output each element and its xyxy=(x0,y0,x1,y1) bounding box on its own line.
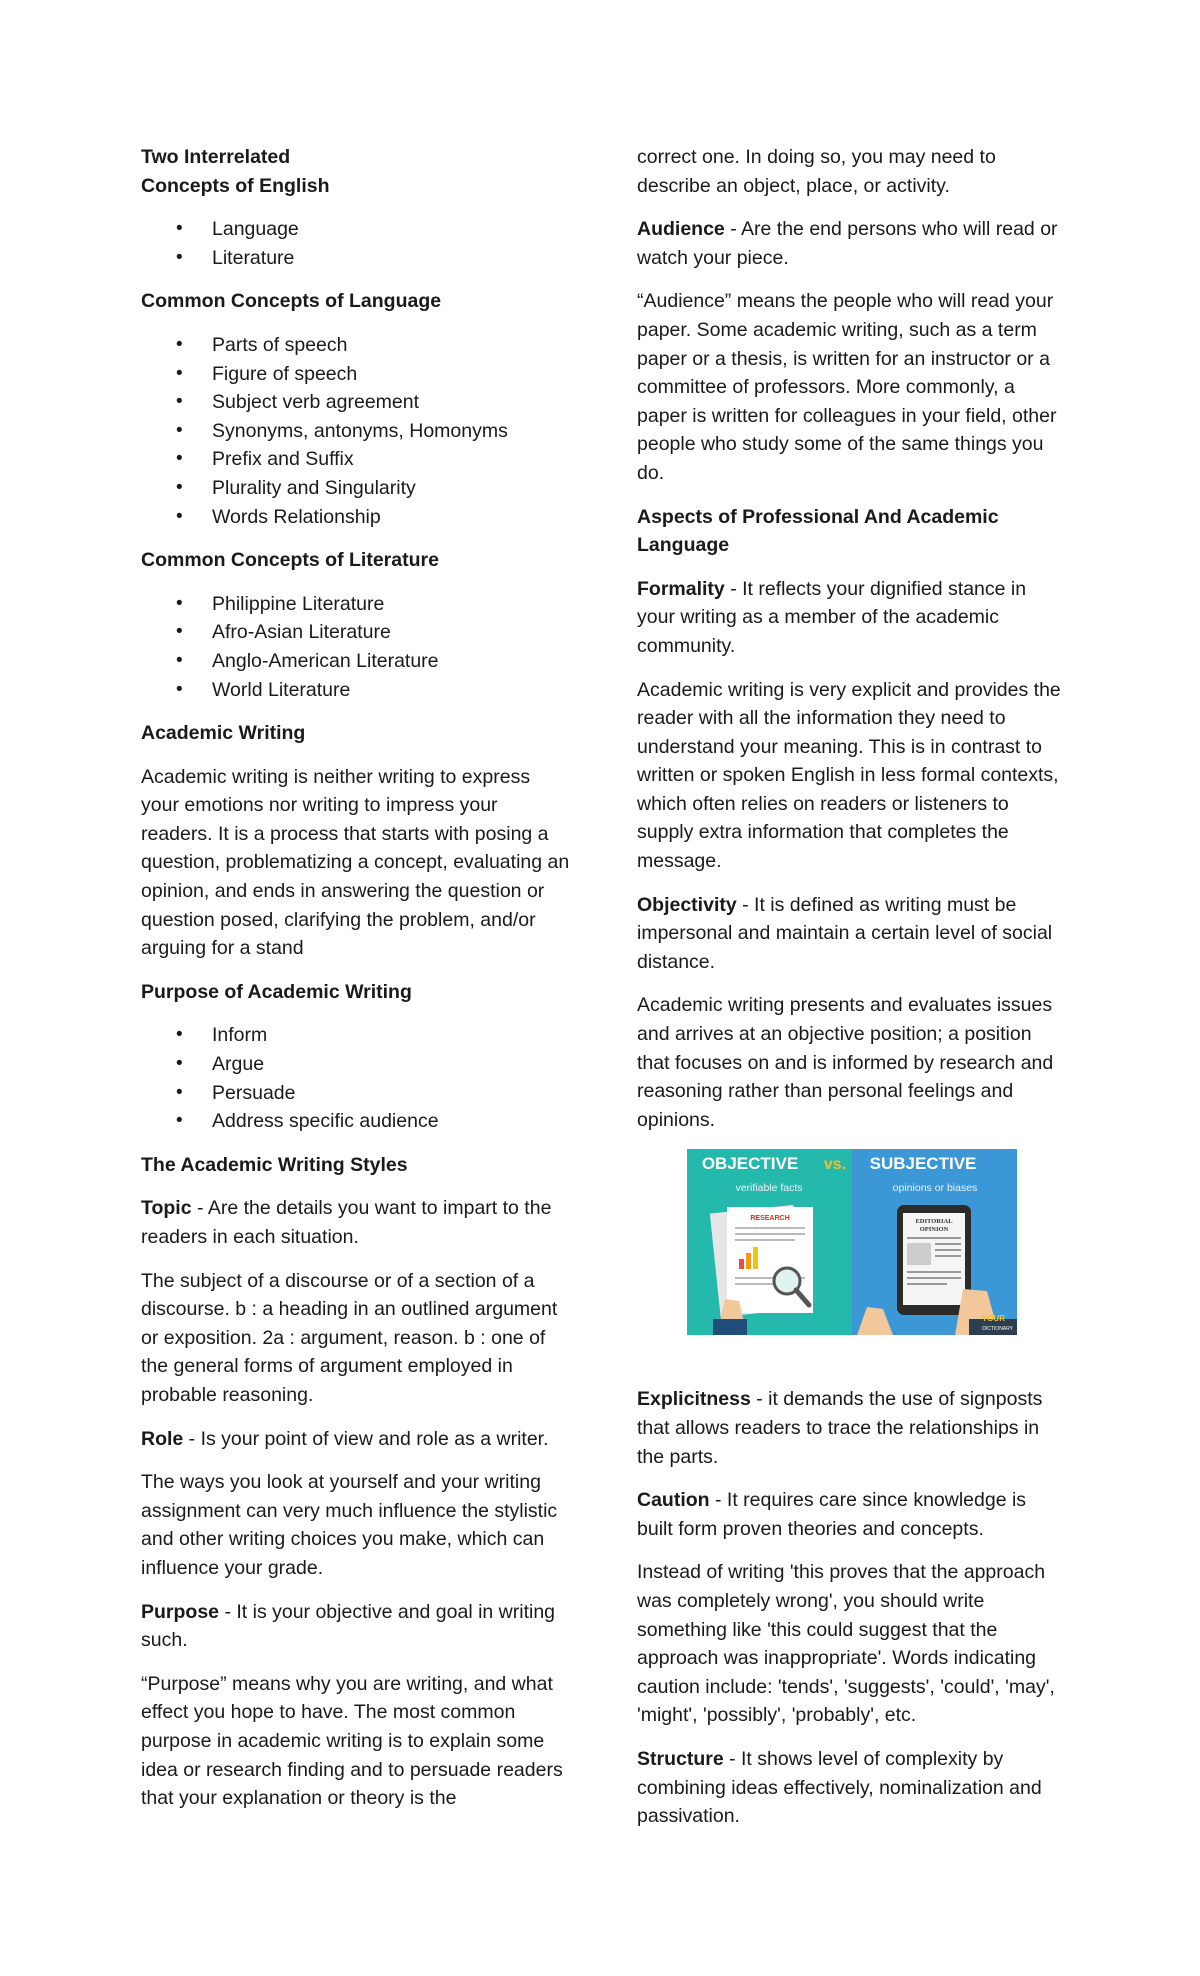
caution-definition xyxy=(637,1486,1067,1543)
language-heading: Common Concepts of Language xyxy=(141,290,442,313)
figure-subtitle-left: verifiable facts xyxy=(735,1182,803,1195)
text-line xyxy=(907,1283,947,1285)
structure-term: Structure xyxy=(637,1747,724,1770)
audience-paragraph: “Audience” means the people who will read your paper. Some academic writing, such as a term paper or a thesis, is written for an instructor or a committee of professors. More commonly, a paper is written for colleagues in your field, other people who study some of the same things you do. xyxy=(637,290,1057,484)
purpose-definition xyxy=(141,1598,571,1655)
objectivity-definition xyxy=(637,891,1067,977)
list-item: • Words Relationship xyxy=(141,503,571,532)
tablet-label-editorial: EDITORIAL xyxy=(915,1218,953,1226)
objectivity-paragraph: Academic writing presents and evaluates issues and arrives at an objective position; a position that focuses on and is informed by research and reasoning rather than personal feelings and opinions. xyxy=(637,994,1054,1131)
list-item: • Address specific audience xyxy=(141,1107,571,1136)
formality-paragraph: Academic writing is very explicit and provides the reader with all the information they need to understand your meaning. This is in contrast to written or spoken English in less formal contexts, which often relies on readers or listeners to supply extra information that completes the message. xyxy=(637,678,1061,873)
chart-bar xyxy=(739,1259,744,1269)
list-item: • Philippine Literature xyxy=(141,590,571,619)
explicitness-def-text: - it demands the use of signposts that allows readers to trace the relationships in the parts. xyxy=(637,1388,1043,1468)
academic-writing-heading: Academic Writing xyxy=(141,722,306,745)
document-label: RESEARCH xyxy=(750,1215,790,1223)
text-line xyxy=(735,1233,805,1235)
audience-def-text: - Are the end persons who will read or watch your piece. xyxy=(637,218,1058,269)
title-line-2: Concepts of English xyxy=(141,174,330,197)
text-line xyxy=(907,1271,961,1273)
explicitness-term: Explicitness xyxy=(637,1388,751,1411)
left-sleeve xyxy=(713,1319,747,1335)
corner-logo-text: YOUR xyxy=(981,1314,1005,1324)
english-concepts-list xyxy=(141,215,571,272)
section-title xyxy=(141,143,571,200)
styles-heading: The Academic Writing Styles xyxy=(141,1153,408,1176)
role-def-text: - Is your point of view and role as a writer. xyxy=(183,1427,549,1450)
text-line xyxy=(907,1277,961,1279)
caution-paragraph: Instead of writing 'this proves that the approach was completely wrong', you should write something like 'this could suggest that the approach was inappropriate'. Words indicating caution include: 'tends', 'suggests', 'could', 'may', 'might', 'possibly', 'probably', etc. xyxy=(637,1561,1055,1727)
purpose-paragraph-continued: correct one. In doing so, you may need to describe an object, place, or activity. xyxy=(637,146,996,197)
purpose-term: Purpose xyxy=(141,1600,220,1623)
list-item: • Parts of speech xyxy=(141,331,571,360)
purpose-heading: Purpose of Academic Writing xyxy=(141,980,412,1003)
list-item: • Afro-Asian Literature xyxy=(141,618,571,647)
topic-definition xyxy=(141,1194,571,1251)
audience-definition xyxy=(637,215,1067,272)
left-column xyxy=(141,143,571,1828)
right-column xyxy=(637,143,1067,1846)
list-item: • Prefix and Suffix xyxy=(141,445,571,474)
figure-title-objective: OBJECTIVE xyxy=(701,1154,799,1174)
aspects-heading: Aspects of Professional And Academic Language xyxy=(637,505,999,557)
purpose-list xyxy=(141,1021,571,1135)
figure-title-vs: vs. xyxy=(823,1156,847,1174)
photo-block xyxy=(907,1243,931,1265)
chart-bar xyxy=(753,1247,758,1269)
list-item: • Language xyxy=(141,215,571,244)
list-item: • Figure of speech xyxy=(141,360,571,389)
title-line-1: Two Interrelated xyxy=(141,146,291,168)
objectivity-term: Objectivity xyxy=(637,893,737,916)
text-line xyxy=(735,1239,795,1241)
list-item: • Synonyms, antonyms, Homonyms xyxy=(141,417,571,446)
audience-term: Audience xyxy=(637,218,725,241)
text-line xyxy=(907,1237,961,1239)
list-item: • Plurality and Singularity xyxy=(141,474,571,503)
caution-term: Caution xyxy=(637,1489,710,1512)
text-line xyxy=(935,1255,961,1257)
text-line xyxy=(935,1249,961,1251)
structure-def-text: - It shows level of complexity by combining ideas effectively, nominalization and passivation. xyxy=(637,1747,1042,1828)
list-item: • Argue xyxy=(141,1050,571,1079)
purpose-paragraph: “Purpose” means why you are writing, and what effect you hope to have. The most common purpose in academic writing is to explain some idea or research finding and to persuade readers that your explanation or theory is the xyxy=(141,1672,563,1810)
topic-paragraph: The subject of a discourse or of a section of a discourse. b : a heading in an outlined argument or exposition. 2a : argument, reason. b : one of the general forms of argument employed in probable reasoning. xyxy=(141,1269,558,1406)
role-term: Role xyxy=(141,1427,184,1450)
topic-def-text: - Are the details you want to impart to the readers in each situation. xyxy=(141,1197,552,1248)
formality-term: Formality xyxy=(637,577,725,600)
list-item: • Anglo-American Literature xyxy=(141,647,571,676)
list-item: • Inform xyxy=(141,1021,571,1050)
literature-heading: Common Concepts of Literature xyxy=(141,549,439,572)
tablet-label-opinion: OPINION xyxy=(919,1226,949,1234)
structure-definition xyxy=(637,1745,1067,1831)
role-paragraph: The ways you look at yourself and your writing assignment can very much influence the stylistic and other writing choices you make, which can influence your grade. xyxy=(141,1471,558,1579)
literature-list xyxy=(141,590,571,704)
objective-vs-subjective-illustration xyxy=(687,1149,1017,1335)
formality-def-text: - It reflects your dignified stance in your writing as a member of the academic community. xyxy=(637,577,1027,657)
list-item: • Subject verb agreement xyxy=(141,388,571,417)
list-item: • Persuade xyxy=(141,1079,571,1108)
figure-subtitle-right: opinions or biases xyxy=(892,1182,978,1195)
topic-term: Topic xyxy=(141,1197,192,1220)
purpose-def-text: - It is your objective and goal in writing such. xyxy=(141,1600,556,1652)
language-list xyxy=(141,331,571,531)
chart-bar xyxy=(746,1253,751,1269)
corner-logo-subtext: DICTIONARY xyxy=(982,1326,1013,1333)
objectivity-def-text: - It is defined as writing must be impersonal and maintain a certain level of social distance. xyxy=(637,893,1053,973)
figure-container xyxy=(637,1149,1067,1335)
list-item: • Literature xyxy=(141,244,571,273)
explicitness-definition xyxy=(637,1385,1067,1471)
formality-definition xyxy=(637,575,1067,661)
role-definition xyxy=(141,1425,571,1454)
list-item: • World Literature xyxy=(141,676,571,705)
academic-writing-paragraph: Academic writing is neither writing to express your emotions nor writing to impress your readers. It is a process that starts with posing a question, problematizing a concept, evaluating an opinion, and ends in answering the question or question posed, clarifying the problem, and/or arguing for a stand xyxy=(141,765,570,960)
figure-title-subjective: SUBJECTIVE xyxy=(869,1154,977,1174)
caution-def-text: - It requires care since knowledge is built form proven theories and concepts. xyxy=(637,1489,1027,1540)
text-line xyxy=(935,1243,961,1245)
text-line xyxy=(735,1227,805,1229)
